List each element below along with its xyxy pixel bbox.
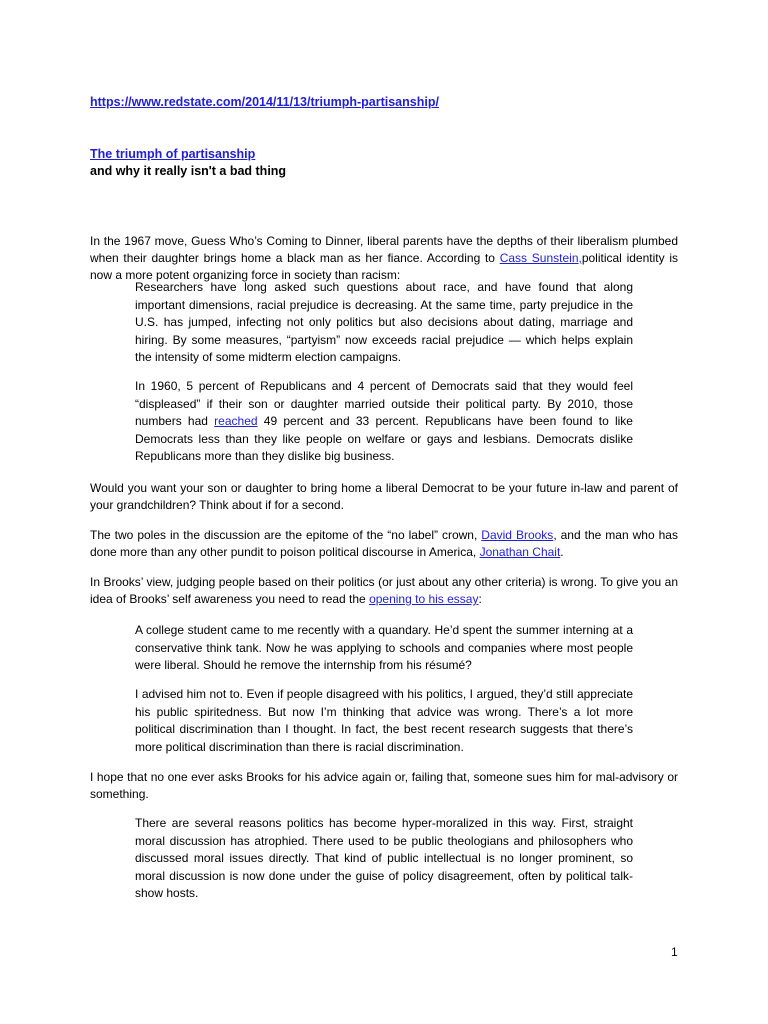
paragraph-text: The two poles in the discussion are the epitome of the “no label” crown,: [90, 528, 482, 542]
reached-link[interactable]: reached: [214, 414, 258, 428]
page-number: 1: [671, 945, 678, 959]
jonathan-chait-link[interactable]: Jonathan Chait: [479, 545, 561, 559]
block-quote-2: [135, 378, 633, 466]
body-paragraph-5: I hope that no one ever asks Brooks for his advice again or, failing that, someone sues him for mal-advisory or something.: [90, 770, 678, 801]
body-paragraph-3: [90, 527, 678, 561]
body-paragraph-4: [90, 574, 678, 608]
paragraph-text: , and the man who has done more than any other pundit to poison political discourse in America,: [90, 528, 678, 559]
block-quote-1: Researchers have long asked such questions about race, and have found that along important dimensions, racial prejudice is decreasing. At the same time, party prejudice in the U.S. has jumped, infecting not only politics but also decisions about dating, marriage and hiring. By some measures, “partyism” now exceeds racial prejudice — which helps explain the intensity of some midterm election campaigns.: [135, 280, 633, 364]
paragraph-text: .: [560, 545, 564, 559]
block-quote-4: I advised him not to. Even if people disagreed with his politics, I argued, they’d still appreciate his public spiritedness. But now I’m thinking that advice was wrong. There’s a lot more political discrimination than I thought. In fact, the best recent research suggests that there’s more political discrimination than there is racial discrimination.: [135, 687, 633, 754]
opening-essay-link[interactable]: opening to his essay: [369, 592, 479, 606]
block-quote-5: There are several reasons politics has become hyper-moralized in this way. First, straight moral discussion has atrophied. There used to be public theologians and philosophers who discussed moral issues directly. That kind of public intellectual is no longer prominent, so moral discussion is now done under the guise of policy disagreement, often by political talk-show hosts.: [135, 816, 633, 900]
paragraph-text: :: [478, 592, 482, 606]
source-url-link[interactable]: https://www.redstate.com/2014/11/13/triumph-partisanship/: [90, 95, 439, 109]
paragraph-text: In the 1967 move, Guess Who’s Coming to Dinner, liberal parents have the depths of their liberalism plumbed when their daughter brings home a black man as her fiance. According to: [90, 234, 678, 265]
quote-text: 49 percent and 33 percent. Republicans have been found to like Democrats less than they like people on welfare or gays and lesbians. Democrats dislike Republicans more than they dislike big business.: [135, 414, 633, 463]
paragraph-text: In Brooks’ view, judging people based on their politics (or just about any other criteria) is wrong. To give you an idea of Brooks’ self awareness you need to read the: [90, 575, 678, 606]
quote-text: In 1960, 5 percent of Republicans and 4 percent of Democrats said that they would feel “displeased” if their son or daughter married outside their political party. By 2010, those numbers had: [135, 379, 633, 428]
block-quote-3: A college student came to me recently with a quandary. He’d spent the summer interning at a conservative think tank. Now he was applying to schools and companies where most people were liberal. Should he remove the internship from his résumé?: [135, 623, 633, 672]
body-paragraph-2: Would you want your son or daughter to bring home a liberal Democrat to be your future in-law and parent of your grandchildren? Think about if for a second.: [90, 481, 678, 512]
article-subtitle: and why it really isn't a bad thing: [90, 164, 287, 178]
david-brooks-link[interactable]: David Brooks: [481, 528, 554, 542]
paragraph-text: political identity is now a more potent organizing force in society than racism:: [90, 251, 678, 282]
cass-sunstein-link[interactable]: Cass Sunstein,: [499, 251, 582, 265]
body-paragraph-1: [90, 233, 678, 284]
article-title-link[interactable]: The triumph of partisanship: [90, 147, 256, 161]
